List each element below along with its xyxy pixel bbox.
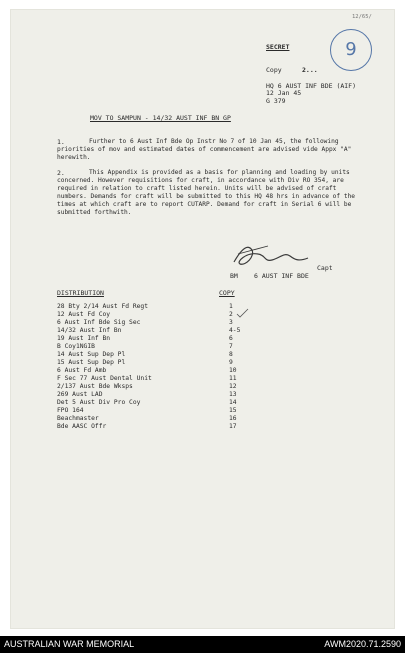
circled-number-annotation (330, 29, 372, 71)
distribution-row: FPO 164 15 (57, 407, 237, 414)
distribution-row: 14/32 Aust Inf Bn 4-5 (57, 327, 241, 334)
classification-label: SECRET (266, 43, 290, 51)
copy-label: Copy (266, 66, 282, 74)
date-line: 12 Jan 45 (266, 89, 302, 97)
distribution-row: 6 Aust Fd Amb 10 (57, 367, 237, 374)
file-reference: G 379 (266, 97, 286, 105)
distribution-row: B Coy1NGIB 7 (57, 343, 233, 350)
distribution-heading: DISTRIBUTION (57, 289, 104, 297)
signatory-unit: 6 AUST INF BDE (254, 272, 309, 280)
paragraph-2-number: 2. (57, 169, 65, 177)
distribution-row: 15 Aust Sup Dep Pl 9 (57, 359, 233, 366)
distribution-row: 19 Aust Inf Bn 6 (57, 335, 233, 342)
distribution-row: 269 Aust LAD 13 (57, 391, 237, 398)
distribution-row: Bde AASC Offr 17 (57, 423, 237, 430)
copy-heading: COPY (219, 289, 235, 297)
signatory-rank: Capt (317, 264, 333, 272)
paragraph-1-text: Further to 6 Aust Inf Bde Op Instr No 7 of 10 Jan 45, the following priorities of mov and estimated dates of commencement are advised vide Appx "A" herewith. (57, 138, 352, 161)
distribution-row: 28 Bty 2/14 Aust Fd Regt 1 (57, 303, 233, 310)
hq-line: HQ 6 AUST INF BDE (AIF) (266, 82, 357, 90)
distribution-row: F Sec 77 Aust Dental Unit 11 (57, 375, 237, 382)
document-title: MOV TO SAMPUN - 14/32 AUST INF BN GP (90, 114, 231, 122)
distribution-row: 14 Aust Sup Dep Pl 8 (57, 351, 233, 358)
distribution-row: Beachmaster 16 (57, 415, 237, 422)
footer-institution: AUSTRALIAN WAR MEMORIAL (4, 639, 135, 649)
paragraph-2-text: This Appendix is provided as a basis for planning and loading by units concerned. However requisitions for craft, in accordance with Div RO 354, are required in relation to craft listed herein. Units will be advised of craft numbers. Demands for craft will be submitted to this HQ 48 hrs in advance of the times at which craft are to report CUTARP. Demand for craft in Serial 6 will be submitted forthwith. (57, 169, 356, 216)
distribution-row: Det 5 Aust Div Pro Coy 14 (57, 399, 237, 406)
handwritten-reference: 12/65/ (352, 14, 372, 20)
copy-number: 2... (302, 66, 318, 74)
footer-bar (0, 636, 405, 653)
circled-number: 9 (345, 39, 357, 60)
signatory-role: BM (230, 272, 238, 280)
distribution-row: 6 Aust Inf Bde Sig Sec 3 (57, 319, 233, 326)
handwritten-signature (228, 240, 318, 272)
footer-accession-number: AWM2020.71.2590 (324, 639, 401, 649)
paragraph-1-number: 1. (57, 138, 65, 146)
distribution-row: 12 Aust Fd Coy 2 (57, 311, 233, 318)
pencil-tick-mark (236, 308, 250, 318)
distribution-row: 2/137 Aust Bde Wksps 12 (57, 383, 237, 390)
